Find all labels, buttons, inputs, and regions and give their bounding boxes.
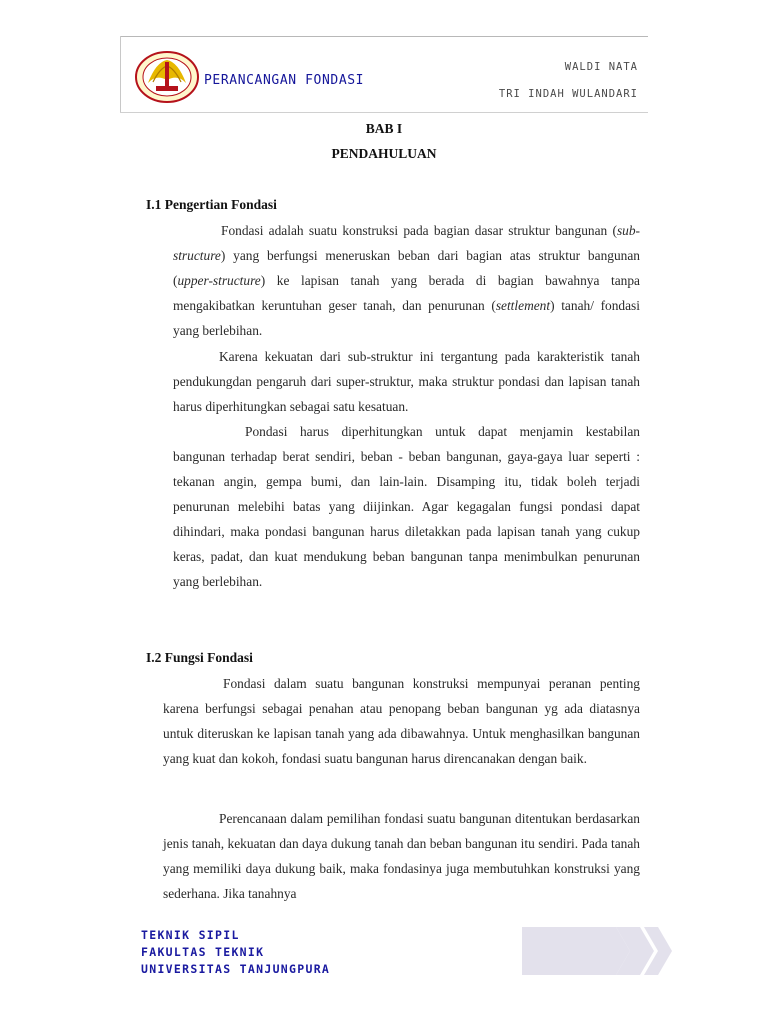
header-title: PERANCANGAN FONDASI bbox=[204, 73, 365, 88]
author-name: WALDI NATA bbox=[564, 61, 638, 73]
header-top-rule bbox=[120, 36, 648, 37]
italic-term: settlement bbox=[495, 298, 551, 313]
paragraph: Perencanaan dalam pemilihan fondasi suatu bangunan ditentukan berdasarkan jenis tanah, kekuatan dan daya dukung tanah dan beban bangunan itu sendiri. Pada tanah yang memiliki daya dukung baik, maka fondasinya juga membutuhkan konstruksi yang sederhana. Jika tanahnya bbox=[163, 811, 640, 901]
section-heading: I.2 Fungsi Fondasi bbox=[146, 650, 253, 665]
paragraph: Fondasi dalam suatu bangunan konstruksi mempunyai peranan penting karena berfungsi sebagai penahan atau penopang beban bangunan yg ada diatasnya untuk diteruskan ke lapisan tanah yang ada dibawahnya. Untuk menghasilkan bangunan yang kuat dan kokoh, fondasi suatu bangunan harus direncanakan dengan baik. bbox=[163, 676, 640, 766]
university-crest-icon bbox=[134, 50, 200, 104]
chapter-title: PENDAHULUAN bbox=[331, 146, 437, 161]
paragraph: Pondasi harus diperhitungkan untuk dapat menjamin kestabilan bangunan terhadap berat sendiri, beban - beban bangunan, gaya-gaya luar seperti : tekanan angin, gempa bumi, dan lain-lain. Disamping itu, tidak boleh terjadi penurunan melebihi batas yang diijinkan. Agar kegagalan fungsi pondasi dapat dihindari, maka pondasi bangunan harus diletakkan pada lapisan tanah yang cukup keras, padat, dan kuat mendukung beban bangunan tanpa menimbulkan penurunan yang berlebihan. bbox=[173, 424, 640, 589]
italic-term: sub-structure bbox=[173, 223, 640, 263]
footer-institution bbox=[141, 927, 330, 978]
header-left-rule bbox=[120, 36, 121, 113]
paragraph: Fondasi adalah suatu konstruksi pada bagian dasar struktur bangunan (sub-structure) yang berfungsi meneruskan beban dari bagian atas struktur bangunan (upper-structure) ke lapisan tanah yang berada di bagian bawahnya tanpa mengakibatkan keruntuhan geser tanah, dan penurunan (settlement) tanah/ fondasi yang berlebihan. bbox=[173, 223, 640, 338]
double-chevron-right-icon bbox=[520, 927, 672, 975]
paragraph: Karena kekuatan dari sub-struktur ini tergantung pada karakteristik tanah pendukungdan pengaruh dari super-struktur, maka struktur pondasi dan lapisan tanah harus diperhitungkan sebagai satu kesatuan. bbox=[173, 349, 640, 414]
section-heading: I.1 Pengertian Fondasi bbox=[146, 197, 277, 212]
author-name: TRI INDAH WULANDARI bbox=[498, 88, 638, 100]
header-bottom-rule bbox=[120, 112, 648, 113]
italic-term: upper-structure bbox=[177, 273, 261, 288]
footer-line: FAKULTAS TEKNIK bbox=[141, 945, 265, 959]
footer-line: TEKNIK SIPIL bbox=[141, 928, 240, 942]
chapter-number: BAB I bbox=[365, 121, 403, 136]
footer-line: UNIVERSITAS TANJUNGPURA bbox=[141, 962, 331, 976]
